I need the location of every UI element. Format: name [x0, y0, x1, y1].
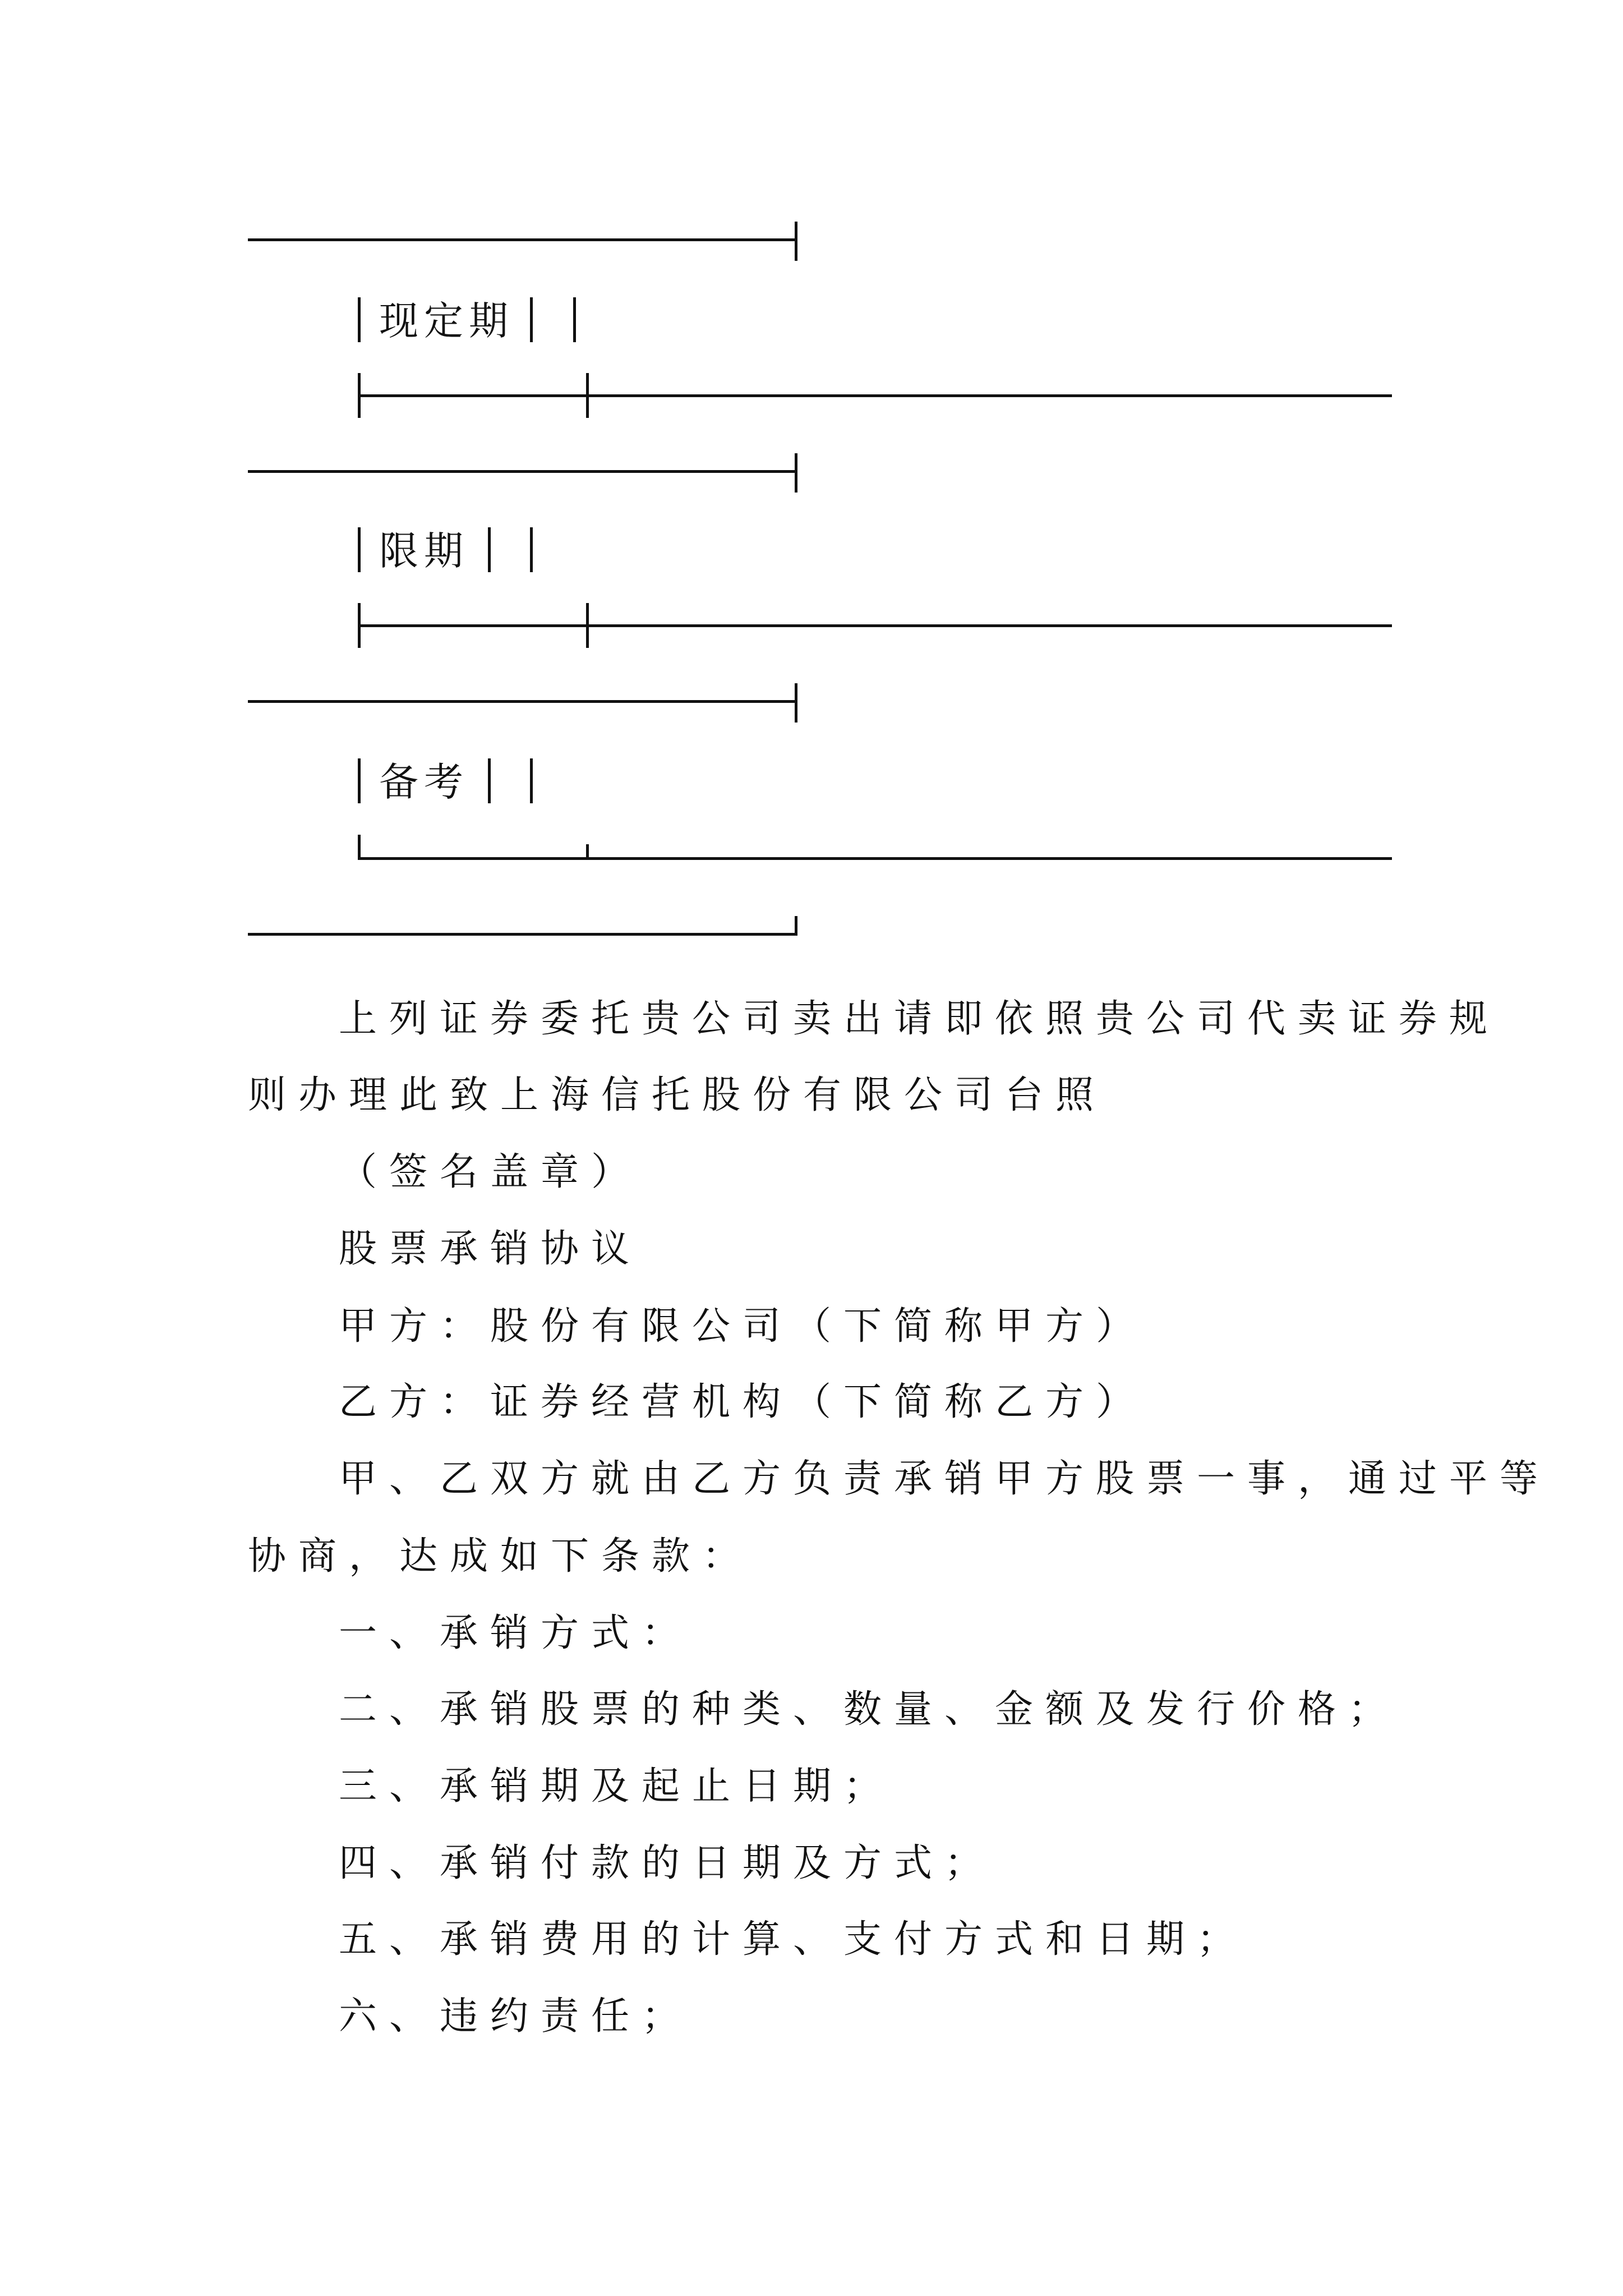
table-rule: [488, 527, 491, 572]
table-rule: [358, 758, 361, 803]
clause-item: 三、承销期及起止日期；: [339, 1764, 895, 1809]
intro-paragraph-line: 协商，达成如下条款：: [248, 1534, 753, 1579]
paragraph-line: 上列证券委托贵公司卖出请即依照贵公司代卖证券规: [339, 997, 1500, 1041]
party-a-line: 甲方：股份有限公司（下简称甲方）: [339, 1304, 1147, 1349]
paragraph-line: 则办理此致上海信托股份有限公司台照: [248, 1073, 1106, 1117]
table-rule: [360, 394, 1392, 397]
table-rule: [530, 297, 533, 342]
table-rule: [358, 527, 361, 572]
table-rule: [586, 373, 589, 418]
table-rule: [358, 297, 361, 342]
table-rule: [360, 857, 1392, 860]
table-rule: [530, 527, 533, 572]
table-rule: [488, 758, 491, 803]
table-rule: [248, 238, 797, 241]
agreement-title: 股票承销协议: [339, 1227, 642, 1271]
signature-note: （签名盖章）: [339, 1150, 642, 1194]
row-label-remarks: 备考: [379, 759, 469, 805]
clause-item: 五、承销费用的计算、支付方式和日期；: [339, 1917, 1248, 1962]
table-rule: [795, 916, 797, 936]
clause-item: 一、承销方式：: [339, 1611, 693, 1655]
row-label-current-term: 现定期: [379, 298, 514, 344]
table-rule: [795, 453, 797, 493]
table-rule: [248, 700, 797, 703]
clause-item: 六、违约责任；: [339, 1994, 693, 2039]
clause-item: 四、承销付款的日期及方式；: [339, 1841, 995, 1885]
table-rule: [573, 297, 576, 342]
table-rule: [248, 933, 797, 936]
clause-item: 二、承销股票的种类、数量、金额及发行价格；: [339, 1687, 1399, 1732]
table-rule: [360, 624, 1392, 627]
row-label-term: 限期: [379, 528, 469, 574]
table-rule: [530, 758, 533, 803]
table-rule: [586, 844, 589, 860]
table-rule: [358, 835, 361, 860]
party-b-line: 乙方：证券经营机构（下简称乙方）: [339, 1380, 1147, 1424]
intro-paragraph-line: 甲、乙双方就由乙方负责承销甲方股票一事，通过平等: [339, 1457, 1551, 1501]
table-rule: [248, 470, 797, 473]
table-rule: [586, 603, 589, 648]
table-rule: [795, 683, 797, 723]
table-rule: [795, 222, 797, 261]
